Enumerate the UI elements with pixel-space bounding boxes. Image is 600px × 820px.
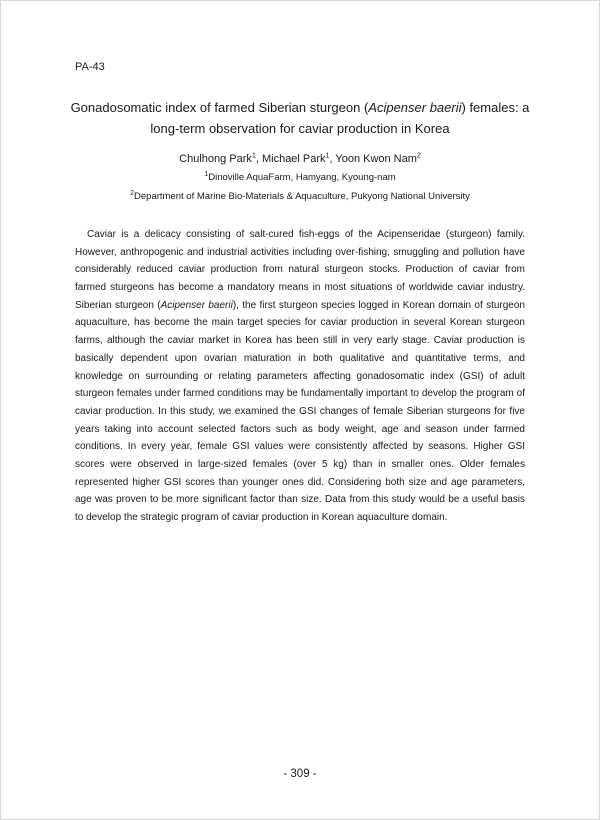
abstract-line xyxy=(75,421,525,439)
author-affiliation-mark: 2 xyxy=(416,152,421,160)
author-affiliation-mark: 1 xyxy=(251,152,256,160)
author-name: Chulhong Park xyxy=(179,153,252,165)
paper-title xyxy=(70,97,530,139)
abstract-text: to develop the strategic program of caviar production in Korean aquaculture domain. xyxy=(75,512,448,523)
affiliation-mark: 1 xyxy=(204,170,209,178)
abstract-line xyxy=(75,261,525,279)
author-name: Michael Park xyxy=(261,153,326,165)
abstract-line xyxy=(75,244,525,262)
page-number: - 309 - xyxy=(283,768,317,780)
species-name: Acipenser baerii xyxy=(160,299,233,311)
affiliation-mark: 2 xyxy=(130,189,135,197)
abstract-line xyxy=(75,368,525,386)
abstract-text: sturgeon females under farmed conditions may be fundamentally important to develop the program of xyxy=(75,388,525,400)
title-text: ) females: a xyxy=(461,100,530,115)
author-name: Yoon Kwon Nam xyxy=(335,153,417,165)
author-separator: , xyxy=(329,153,336,165)
abstract-paragraph xyxy=(75,226,525,527)
abstract-text: Caviar is a delicacy consisting of salt-cured fish-eggs of the Acipenseridae (sturgeon) family. xyxy=(87,229,525,240)
abstract-text: farmed sturgeons has become a mandatory means in most situations of worldwide caviar industry. xyxy=(75,282,525,294)
abstract-line xyxy=(75,491,525,509)
author-list xyxy=(50,152,550,166)
abstract-line xyxy=(75,509,525,527)
abstract-text: knowledge on surrounding or relating parameters affecting gonadosomatic index (GSI) of adult xyxy=(75,370,525,382)
abstract-line xyxy=(75,350,525,368)
author-separator: , xyxy=(255,153,262,165)
abstract-text: scores were observed in large-sized females (over 5 kg) than in smaller ones. Older females xyxy=(75,458,525,470)
title-text: Gonadosomatic index of farmed Siberian sturgeon ( xyxy=(70,100,369,115)
abstract-text: ), the first sturgeon species logged in Korean domain of sturgeon xyxy=(232,299,525,311)
title-line-2: long-term observation for caviar production in Korea xyxy=(150,121,450,136)
affiliation-text: Dinoville AquaFarm, Hamyang, Kyoung-nam xyxy=(208,172,396,183)
author-affiliation-mark: 1 xyxy=(325,152,330,160)
abstract-line xyxy=(75,314,525,332)
abstract-line xyxy=(75,226,525,244)
abstract-text: conditions. In every year, female GSI values were consistently affected by seasons. Higher GSI xyxy=(75,441,525,453)
abstract-line xyxy=(75,297,525,315)
abstract-text: represented higher GSI scores than younger ones did. Considering both size and age parameters, xyxy=(75,476,525,488)
abstract-text: caviar production. In this study, we examined the GSI changes of female Siberian sturgeons for five xyxy=(75,405,525,417)
title-line-1 xyxy=(70,97,530,118)
abstract-text: Siberian sturgeon ( xyxy=(75,299,161,311)
abstract-text: aquaculture, has become the main target species for caviar production in several Korean sturgeon xyxy=(75,317,525,329)
abstract-line xyxy=(75,456,525,474)
abstract-line xyxy=(75,332,525,350)
abstract-text: basically dependent upon ovarian maturation in both qualitative and quantitative terms, and xyxy=(75,352,525,364)
paper-code: PA-43 xyxy=(75,61,105,73)
affiliation xyxy=(50,172,550,184)
abstract-text: However, anthropogenic and industrial activities including over-fishing, smuggling and pollution have xyxy=(75,246,525,258)
abstract-text: considerably reduced caviar production from natural sturgeon stocks. Production of caviar from xyxy=(75,264,525,276)
abstract-text: years taking into account selected factors such as body weight, age and season under farmed xyxy=(75,423,525,435)
abstract-text: farms, although the caviar market in Korea has been still in very early stage. Caviar production is xyxy=(75,335,525,347)
affiliation-text: Department of Marine Bio-Materials & Aquaculture, Pukyong National University xyxy=(134,191,470,202)
abstract-line xyxy=(75,385,525,403)
abstract-text: age was proven to be more significant factor than size. Data from this study would be a useful basis xyxy=(75,494,525,506)
abstract-line xyxy=(75,279,525,297)
abstract-line xyxy=(75,474,525,492)
affiliation xyxy=(50,191,550,203)
abstract-line xyxy=(75,403,525,421)
abstract-line xyxy=(75,438,525,456)
title-species-name: Acipenser baerii xyxy=(368,100,462,115)
